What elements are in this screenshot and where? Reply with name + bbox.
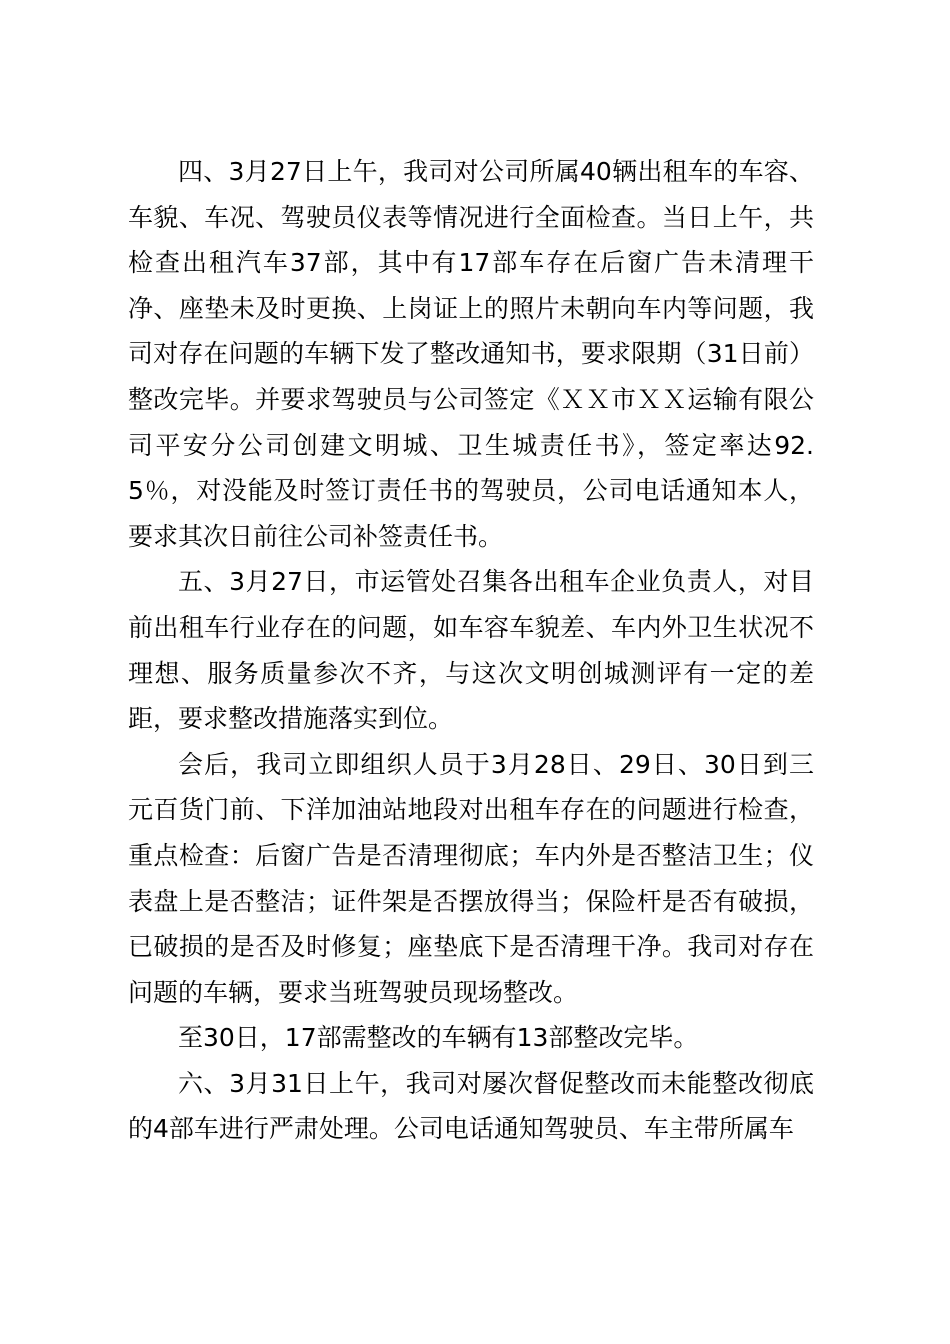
paragraph-rectification-result: 至30日，17部需整改的车辆有13部整改完毕。 <box>178 1023 699 1053</box>
paragraph-inspection-march-27: 四、3月27日上午，我司对公司所属40辆出租车的车容、车貌、车况、驾驶员仪表等情况进行全面检查。当日上午，共检查出租汽车37部，其中有17部车存在后窗广告未清理干净、座垫未及时更换、上岗证上的照片未朝向车内等问题，我司对存在问题的车辆下发了整改通知书，要求限期（31日前）整改完毕。并要求驾驶员与公司签定《ＸＸ市ＸＸ运输有限公司平安分公司创建文明城、卫生城责任书》，签定率达92.5％，对没能及时签订责任书的驾驶员，公司电话通知本人，要求其次日前往公司补签责任书。 <box>128 157 814 551</box>
paragraph-serious-handling: 六、3月31日上午，我司对屡次督促整改而未能整改彻底的4部车进行严肃处理。公司电话通知驾驶员、车主带所属车 <box>128 1068 814 1144</box>
paragraph-transport-office-meeting: 五、3月27日，市运管处召集各出租车企业负责人，对目前出租车行业存在的问题，如车容车貌差、车内外卫生状况不理想、服务质量参次不齐，与这次文明创城测评有一定的差距，要求整改措施落实到位。 <box>128 567 814 734</box>
paragraph-follow-up-checks: 会后，我司立即组织人员于3月28日、29日、30日到三元百货门前、下洋加油站地段对出租车存在的问题进行检查，重点检查：后窗广告是否清理彻底；车内外是否整洁卫生；仪表盘上是否整洁；证件架是否摆放得当；保险杆是否有破损，已破损的是否及时修复；座垫底下是否清理干净。我司对存在问题的车辆，要求当班驾驶员现场整改。 <box>128 749 814 1007</box>
document-body <box>128 149 814 1152</box>
